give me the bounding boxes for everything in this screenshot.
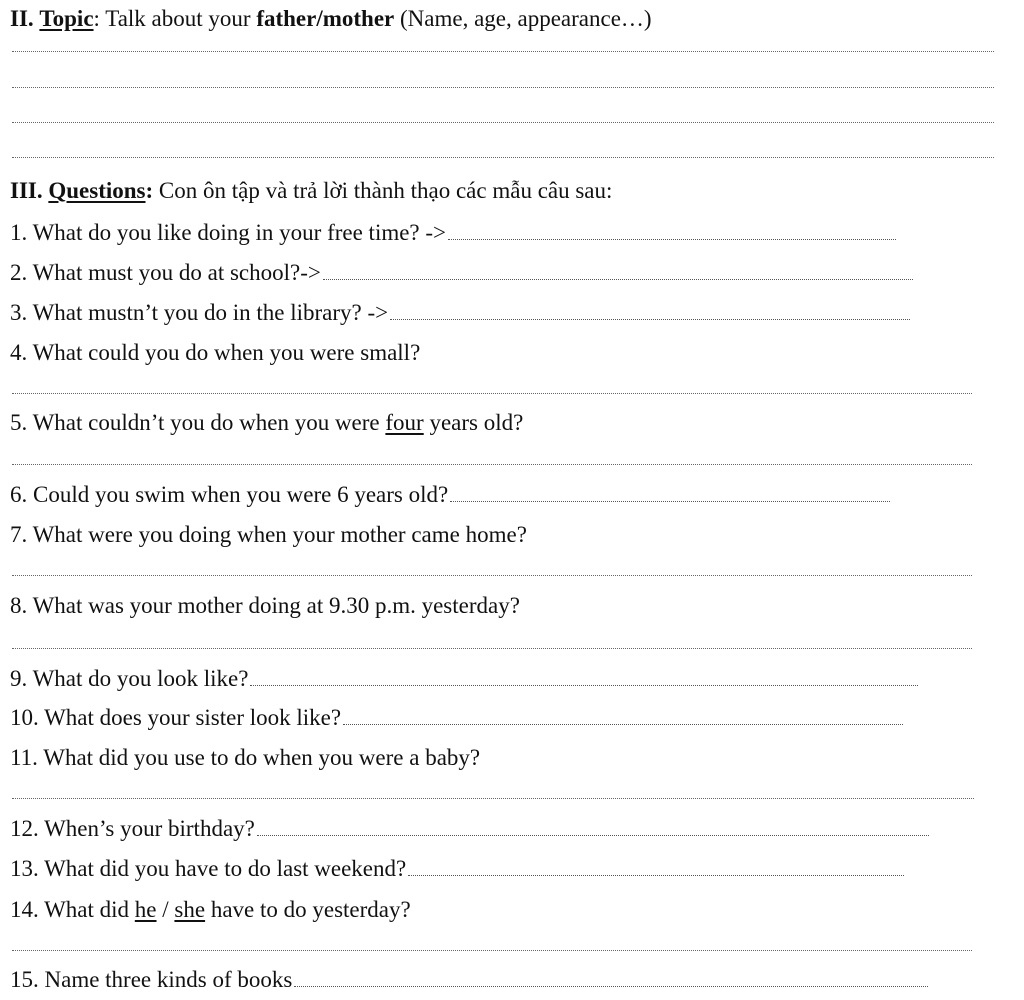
topic-line <box>10 4 652 34</box>
question-4 <box>10 338 420 368</box>
answer-blank[interactable] <box>323 279 913 280</box>
question-13 <box>10 854 904 884</box>
answer-line[interactable] <box>12 950 972 951</box>
answer-blank[interactable] <box>250 685 918 686</box>
question-6 <box>10 480 890 510</box>
question-1 <box>10 218 896 248</box>
question-text-before: 14. What did <box>10 897 135 922</box>
question-12 <box>10 814 929 844</box>
topic-emphasis: father/mother <box>256 6 395 31</box>
question-underlined-word: four <box>385 410 424 435</box>
question-10 <box>10 703 903 733</box>
question-9 <box>10 664 918 694</box>
question-3 <box>10 298 910 328</box>
question-text: 10. What does your sister look like? <box>10 705 342 730</box>
question-text-after: have to do yesterday? <box>205 897 411 922</box>
question-text: 4. What could you do when you were small? <box>10 340 421 365</box>
answer-line[interactable] <box>12 393 972 394</box>
question-text: 12. When’s your birthday? <box>10 816 255 841</box>
question-7 <box>10 520 527 550</box>
answer-line[interactable] <box>12 575 972 576</box>
question-slash: / <box>156 897 175 922</box>
question-text: 3. What mustn’t you do in the library? -> <box>10 300 389 325</box>
answer-blank[interactable] <box>408 875 904 876</box>
topic-sep: : <box>93 6 100 31</box>
answer-blank[interactable] <box>390 319 910 320</box>
answer-line[interactable] <box>12 798 974 799</box>
questions-instruction: Con ôn tập và trả lời thành thạo các mẫu câu sau: <box>153 178 613 203</box>
answer-line[interactable] <box>12 157 994 158</box>
question-11 <box>10 743 480 773</box>
question-5 <box>10 408 523 438</box>
answer-line[interactable] <box>12 648 972 649</box>
answer-blank[interactable] <box>343 724 903 725</box>
question-underlined-he: he <box>134 897 157 922</box>
question-text: 13. What did you have to do last weekend? <box>10 856 407 881</box>
topic-number: II. <box>10 6 34 31</box>
answer-line[interactable] <box>12 122 994 123</box>
question-text: 2. What must you do at school?-> <box>10 260 321 285</box>
answer-blank[interactable] <box>257 835 929 836</box>
questions-number: III. <box>10 178 43 203</box>
answer-line[interactable] <box>12 87 994 88</box>
topic-text-before: Talk about your <box>99 6 257 31</box>
question-text: 9. What do you look like? <box>10 666 249 691</box>
questions-label: Questions <box>48 178 146 203</box>
question-text-after: years old? <box>423 410 524 435</box>
question-text: 8. What was your mother doing at 9.30 p.m. yesterday? <box>10 593 520 618</box>
topic-text-after: (Name, age, appearance…) <box>394 6 652 31</box>
question-text: 1. What do you like doing in your free time? -> <box>10 220 447 245</box>
questions-header <box>10 176 612 206</box>
answer-blank[interactable] <box>294 986 928 987</box>
question-text-before: 5. What couldn’t you do when you were <box>10 410 386 435</box>
question-8 <box>10 591 520 621</box>
answer-blank[interactable] <box>448 239 896 240</box>
topic-label: Topic <box>39 6 94 31</box>
answer-line[interactable] <box>12 464 972 465</box>
answer-blank[interactable] <box>450 501 890 502</box>
question-2 <box>10 258 913 288</box>
question-15 <box>10 965 928 995</box>
question-14 <box>10 895 411 925</box>
question-text: 15. Name three kinds of books <box>10 967 293 992</box>
answer-line[interactable] <box>12 51 994 52</box>
questions-sep: : <box>145 178 154 203</box>
question-text: 7. What were you doing when your mother came home? <box>10 522 527 547</box>
question-text: 11. What did you use to do when you were a baby? <box>10 745 481 770</box>
question-text: 6. Could you swim when you were 6 years old? <box>10 482 449 507</box>
question-underlined-she: she <box>174 897 206 922</box>
